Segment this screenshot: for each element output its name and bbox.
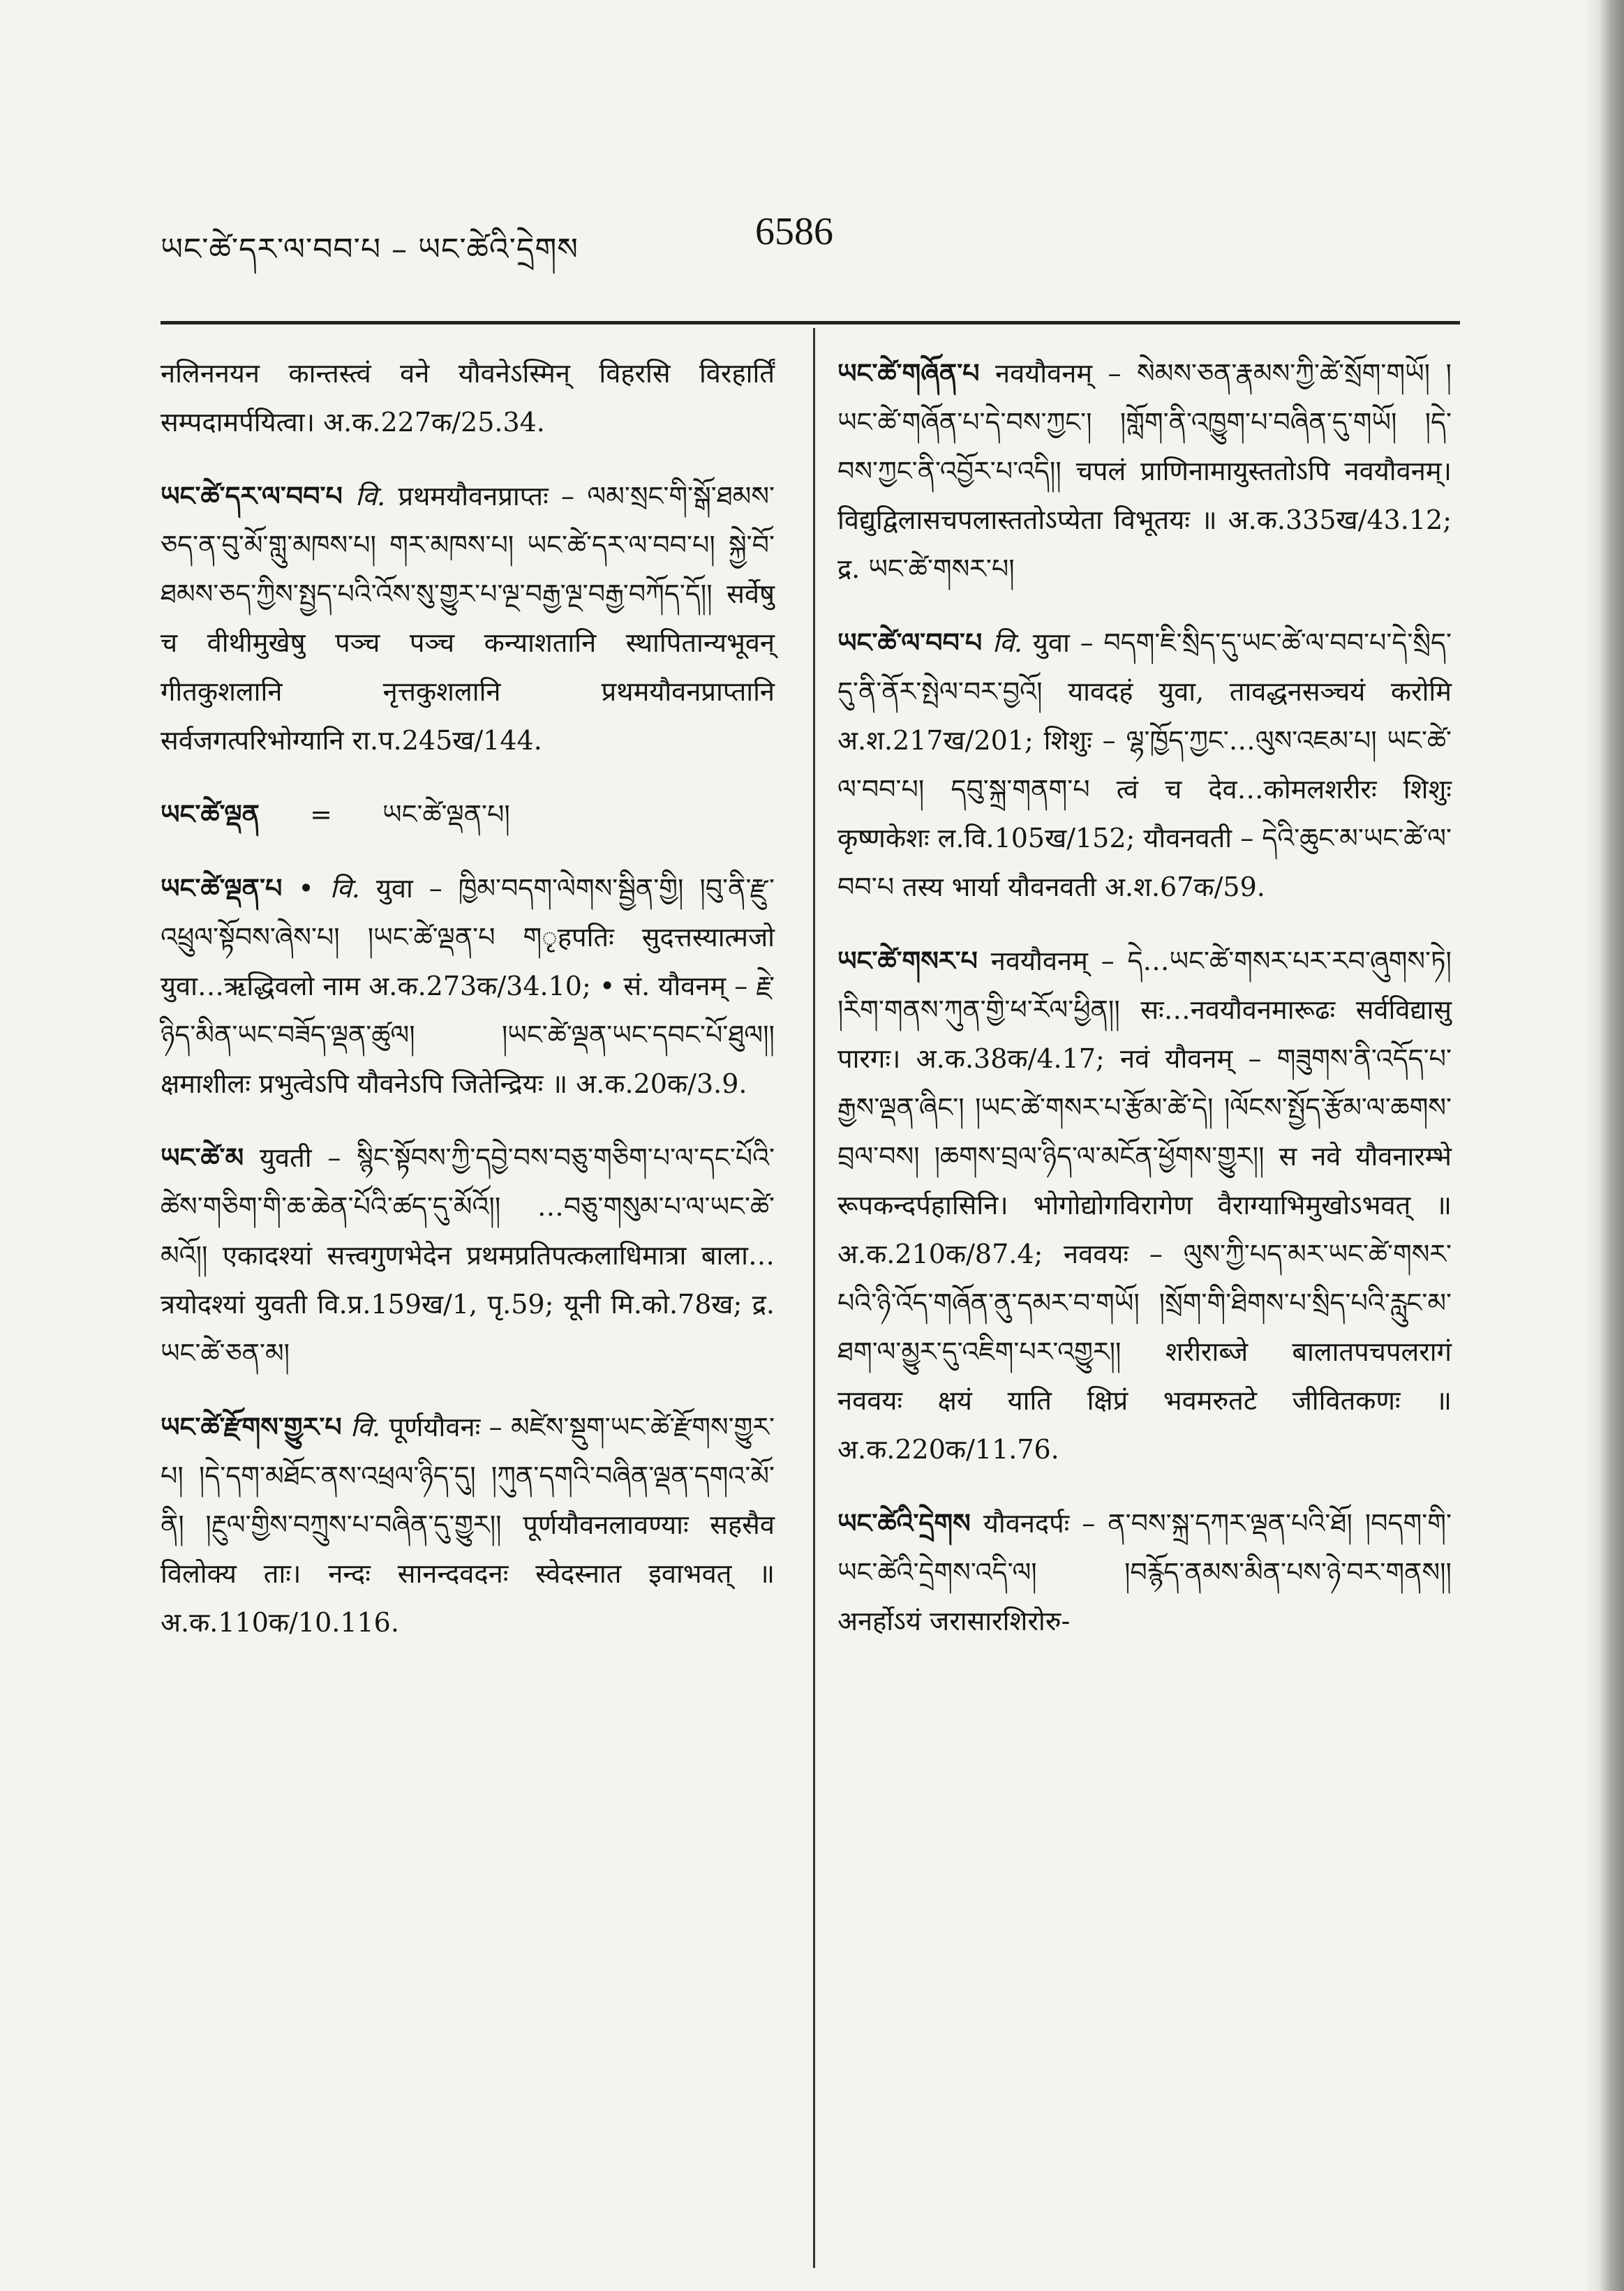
scan-edge <box>1582 0 1624 2291</box>
entry-text: युवती – སྙིང་སྟོབས་ཀྱི་དབྱེ་བས་བཅུ་གཅིག་པ་ལ་དང་པོའི་ཚེས་གཅིག་གི་ཆ་ཆེན་པོའི་ཚད་དུ་མོའོ།། …བཅུ་གསུམ་པ་ལ་ཡང་ཚེ་མའོ།། एकादश्यां सत्त्वगुणभेदेन प्रथमप्रतिपत्कलाधिमात्रा बाला… त्रयोदश्यां युवती वि.प्र.159ख/1, पृ.59; यूनी मि.को.78ख; द्र. ཡང་ཚེ་ཅན་མ། <box>161 1142 775 1368</box>
equals-sign: = <box>310 799 332 830</box>
grammar-tag: • वि. <box>298 873 360 904</box>
headword: ཡང་ཚེ་གཞོན་པ <box>837 357 980 389</box>
entry-text: यौवनदर्पः – ན་བས་སྐྲ་དཀར་ལྡན་པའི་ཐོ། །བདག་གི་ཡང་ཚེའི་དྲེགས་འདི་ལ། །བརྙོད་ནམས་མིན་པས་ཉེ་བར་གནས།། अनर्होऽयं जरासारशिरोरु- <box>837 1508 1452 1636</box>
right-column <box>837 349 1452 1671</box>
left-column <box>161 349 775 1672</box>
grammar-tag: वि. <box>355 481 386 512</box>
dictionary-entry <box>837 1499 1452 1646</box>
dictionary-entry <box>837 618 1452 911</box>
entry-text: युवा – བདག་ཇི་སྲིད་དུ་ཡང་ཚེ་ལ་བབ་པ་དེ་སྲིད་དུ་ནི་ནོར་སྤེལ་བར་བྱའོ། यावदहं युवा, तावद्धनसञ्चयं करोमि अ.श.217ख/201; शिशुः – ལྷ་ཁྱོད་ཀྱང་…ལུས་འཇམ་པ། ཡང་ཚེ་ལ་བབ་པ། དབུ་སྐྲ་གནག་པ त्वं च देव…कोमलशरीरः शिशुः कृष्णकेशः ल.वि.105ख/152; यौवनवती – དེའི་ཆུང་མ་ཡང་ཚེ་ལ་བབ་པ तस्य भार्या यौवनवती अ.श.67क/59. <box>837 627 1452 902</box>
dictionary-entry <box>161 790 775 839</box>
headword: ཡང་ཚེའི་དྲེགས <box>837 1507 971 1539</box>
grammar-tag: वि. <box>992 627 1023 658</box>
grammar-tag: वि. <box>350 1412 381 1442</box>
headword: ཡང་ཚེ་མ <box>161 1142 244 1173</box>
headword: ཡང་ཚེ་དར་ལ་བབ་པ <box>161 480 343 512</box>
headword: ཡང་ཚེ་རྫོགས་གྱུར་པ <box>161 1411 342 1442</box>
dictionary-entry <box>161 1133 775 1378</box>
dictionary-entry <box>161 1403 775 1647</box>
column-divider <box>813 328 815 2268</box>
entry-text: नवयौवनम् – དེ…ཡང་ཚེ་གསར་པར་རབ་ཞུགས་ཏེ། །རིག་གནས་ཀུན་གྱི་ཕ་རོལ་ཕྱིན།། सः…नवयौवनमारूढः सर्वविद्यासु पारगः। अ.क.38क/4.17; नवं यौवनम् – གཟུགས་ནི་འདོད་པ་རྒྱས་ལྡན་ཞིང་། །ཡང་ཚེ་གསར་པ་རྩོམ་ཚེ་དེ། །ལོངས་སྤྱོད་རྩོམ་ལ་ཆགས་བྲལ་བས། །ཆགས་བྲལ་ཉིད་ལ་མངོན་ཕྱོགས་གྱུར།། स नवे यौवनारम्भे रूपकन्दर्पहासिनि। भोगोद्योगविरागेण वैराग्याभिमुखोऽभवत् ॥ अ.क.210क/87.4; नववयः – ལུས་ཀྱི་པད་མར་ཡང་ཚེ་གསར་པའི་ཉི་འོད་གཞོན་ནུ་དམར་བ་གཡོ། །སྲོག་གི་ཐིགས་པ་སྲིད་པའི་རླུང་མ་ཐག་ལ་མྱུར་དུ་འཇིག་པར་འགྱུར།། शरीराब्जे बालातपचपलरागं नववयः क्षयं याति क्षिप्रं भवमरुतटे जीवितकणः ॥ अ.क.220क/11.76. <box>837 946 1452 1465</box>
dictionary-entry <box>161 864 775 1108</box>
dictionary-entry <box>837 936 1452 1474</box>
headword: ཡང་ཚེ་ལྡན་པ <box>161 872 283 904</box>
headword: ཡང་ཚེ་གསར་པ <box>837 945 978 976</box>
entry-text: पूर्णयौवनः – མཛེས་སྡུག་ཡང་ཚེ་རྫོགས་གྱུར་པ། །དེ་དག་མཐོང་ནས་འཕྲལ་ཉིད་དུ། །ཀུན་དགའི་བཞིན་ལྡན་དགའ་མོ་ནི། །རྔུལ་གྱིས་བཀྲུས་པ་བཞིན་དུ་གྱུར།། पूर्णयौवनलावण्याः सहसैव विलोक्य ताः। नन्दः सानन्दवदनः स्वेदस्नात इवाभवत् ॥ अ.क.110क/10.116. <box>161 1412 775 1638</box>
page-header <box>161 209 1459 265</box>
entry-text: प्रथमयौवनप्राप्तः – ལམ་སྲང་གི་སྒོ་ཐམས་ཅད་ན་བུ་མོ་གླུ་མཁས་པ། གར་མཁས་པ། ཡང་ཚེ་དར་ལ་བབ་པ། སྐྱེ་བོ་ཐམས་ཅད་ཀྱིས་སྤྱད་པའི་འོས་སུ་གྱུར་པ་ལྔ་བརྒྱ་ལྔ་བརྒྱ་བཀོད་དོ།། सर्वेषु च वीथीमुखेषु पञ्च पञ्च कन्याशतानि स्थापितान्यभूवन् गीतकुशलानि नृत्तकुशलानि प्रथमयौवनप्राप्तानि सर्वजगत्परिभोग्यानि रा.प.245ख/144. <box>161 481 775 756</box>
entry-continuation <box>161 349 775 447</box>
headword: ཡང་ཚེ་ལྡན <box>161 798 260 830</box>
page-number: 6586 <box>755 210 833 253</box>
entry-text: नलिननयन कान्तस्त्वं वने यौवनेऽस्मिन् विहरसि विरहार्तिं सम्पदामर्पयित्वा। अ.क.227क/25.34. <box>161 358 775 438</box>
entry-text: युवा – ཁྱིམ་བདག་ལེགས་སྦྱིན་གྱི། །བུ་ནི་རྫུ་འཕྲུལ་སྟོབས་ཞེས་པ། །ཡང་ཚེ་ལྡན་པ གृहपतिः सुदत्तस्यात्मजो युवा…ऋद्धिवलो नाम अ.क.273क/34.10; • सं. यौवनम् – རྗེ་ཉིད་མིན་ཡང་བཟོད་ལྡན་ཚུལ། །ཡང་ཚེ་ལྡན་ཡང་དབང་པོ་ཐུལ།། क्षमाशीलः प्रभुत्वेऽपि यौवनेऽपि जितेन्द्रियः ॥ अ.क.20क/3.9. <box>161 873 775 1099</box>
headword: ཡང་ཚེ་ལ་བབ་པ <box>837 627 983 658</box>
entry-text: ཡང་ཚེ་ལྡན་པ། <box>382 799 510 830</box>
running-head: ཡང་ཚེ་དར་ལ་བབ་པ – ཡང་ཚེའི་དྲེགས <box>161 232 579 267</box>
dictionary-entry <box>837 349 1452 593</box>
dictionary-entry <box>161 472 775 765</box>
header-rule <box>161 321 1460 324</box>
entry-text: नवयौवनम् – སེམས་ཅན་རྣམས་ཀྱི་ཚེ་སྲོག་གཡོ། །ཡང་ཚེ་གཞོན་པ་དེ་བས་ཀྱང་། །གློག་ནི་འཁྱུག་པ་བཞིན་དུ་གཡོ། །དེ་བས་ཀྱང་ནི་འབྱོར་པ་འདི།། चपलं प्राणिनामायुस्ततोऽपि नवयौवनम्। विद्युद्विलासचपलास्ततोऽप्येता विभूतयः ॥ अ.क.335ख/43.12; द्र. ཡང་ཚེ་གསར་པ། <box>837 358 1452 584</box>
